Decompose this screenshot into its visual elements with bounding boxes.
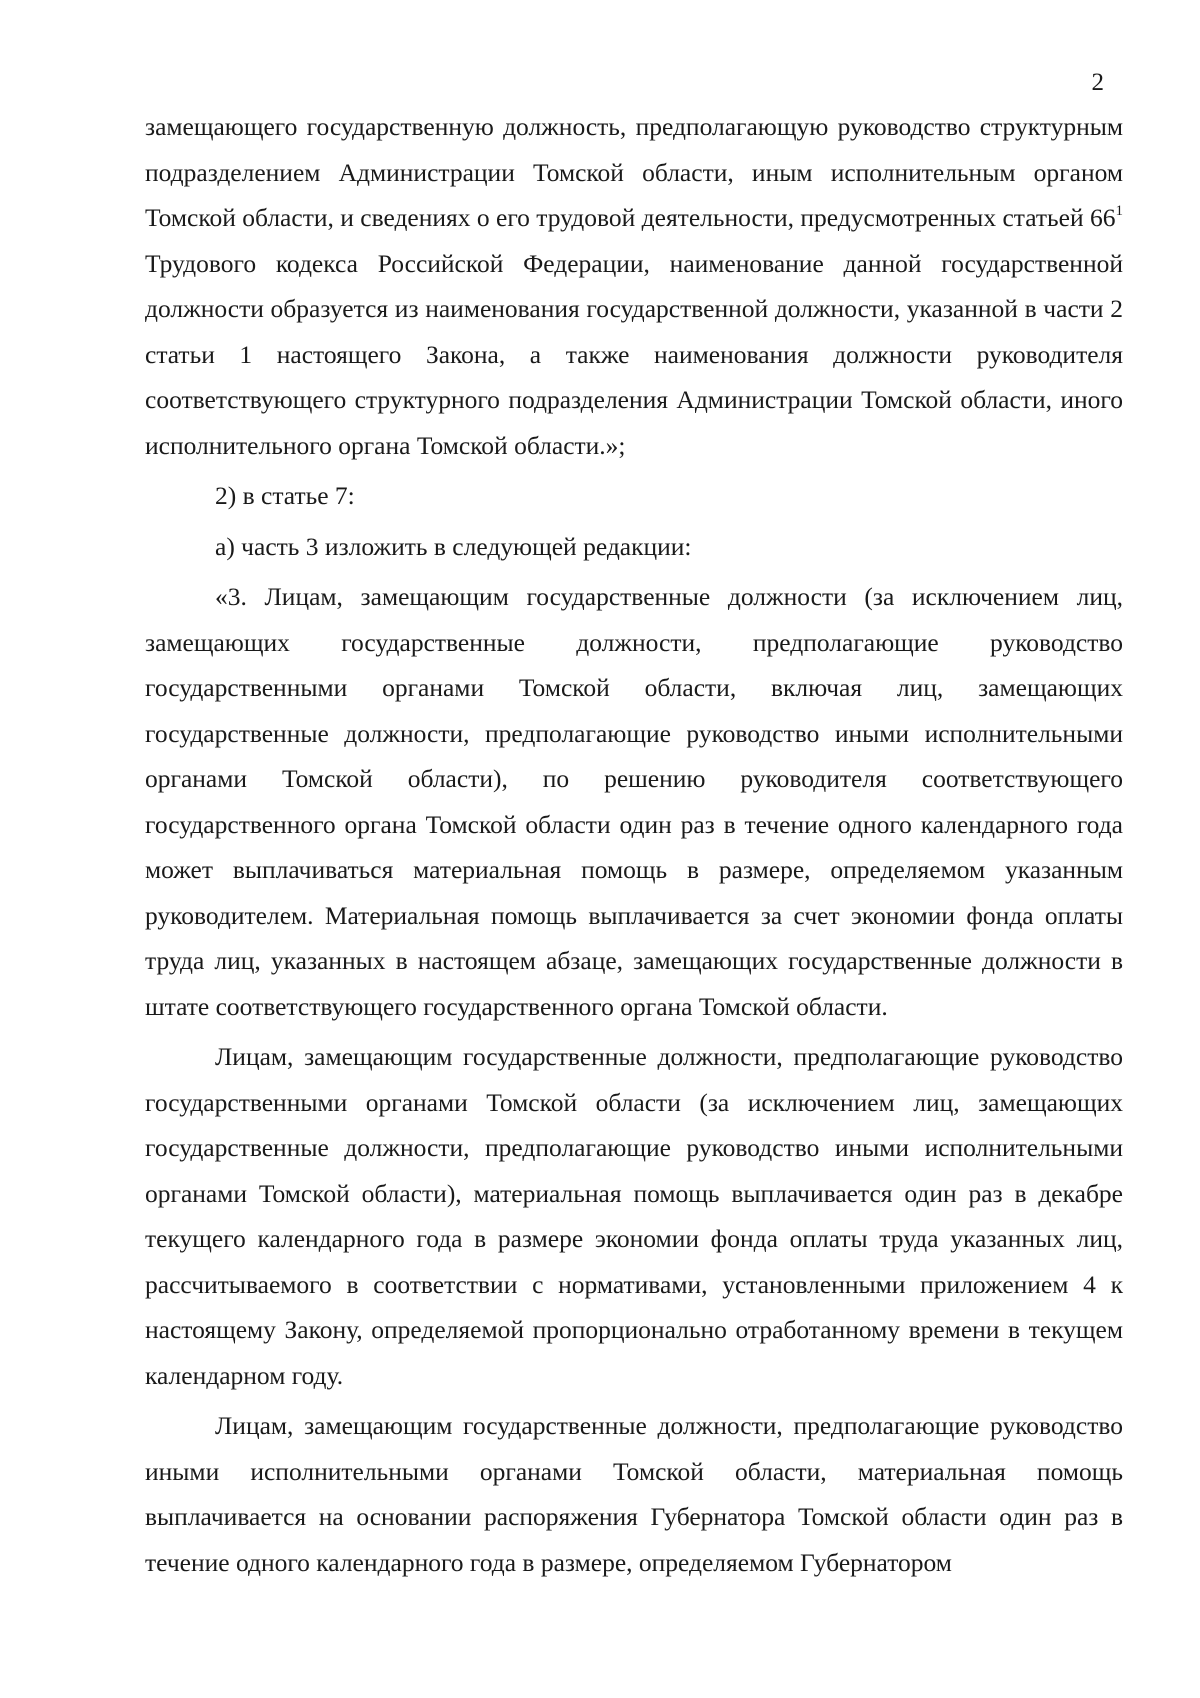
list-item-2: 2) в статье 7: xyxy=(215,481,355,510)
paragraph-heads-of-bodies: Лицам, замещающим государственные должности, предполагающие руководство государственными органами Томской области (за исключением лиц, замещающих государственные должности, предполагающие руководство иными исполнительными органами Томской области), материальная помощь выплачивается один раз в декабре текущего календарного года в размере экономии фонда оплаты труда указанных лиц, рассчитываемого в соответствии с нормативами, установленными приложением 4 к настоящему Закону, определяемой пропорционально отработанному времени в текущем календарном году. xyxy=(145,1042,1123,1390)
paragraph-continuation-text: замещающего государственную должность, предполагающую руководство структурным подразделением Администрации Томской области, иным исполнительным органом Томской области, и сведениях о его трудовой деятельности, предусмотренных статьей 66 xyxy=(145,112,1123,232)
paragraph-executive-bodies: Лицам, замещающим государственные должности, предполагающие руководство иными исполнительными органами Томской области, материальная помощь выплачивается на основании распоряжения Губернатора Томской области один раз в течение одного календарного года в размере, определяемом Губернатором xyxy=(145,1411,1123,1577)
article-superscript: 1 xyxy=(1115,203,1123,219)
paragraph-continuation xyxy=(145,104,1123,468)
page-number: 2 xyxy=(1091,69,1104,96)
document-body xyxy=(145,104,1123,1585)
paragraph-continuation-text-end: Трудового кодекса Российской Федерации, наименование данной государственной должности образуется из наименования государственной должности, указанной в части 2 статьи 1 настоящего Закона, а также наименования должности руководителя соответствующего структурного подразделения Администрации Томской области, иного исполнительного органа Томской области.»; xyxy=(145,248,1123,460)
list-item-a: а) часть 3 изложить в следующей редакции: xyxy=(215,531,692,561)
paragraph-part-3: «3. Лицам, замещающим государственные должности (за исключением лиц, замещающих государственные должности, предполагающие руководство государственными органами Томской области, включая лиц, замещающих государственные должности, предполагающие руководство иными исполнительными органами Томской области), по решению руководителя соответствующего государственного органа Томской области один раз в течение одного календарного года может выплачиваться материальная помощь в размере, определяемом указанным руководителем. Материальная помощь выплачивается за счет экономии фонда оплаты труда лиц, указанных в настоящем абзаце, замещающих государственные должности в штате соответствующего государственного органа Томской области. xyxy=(145,582,1123,1021)
